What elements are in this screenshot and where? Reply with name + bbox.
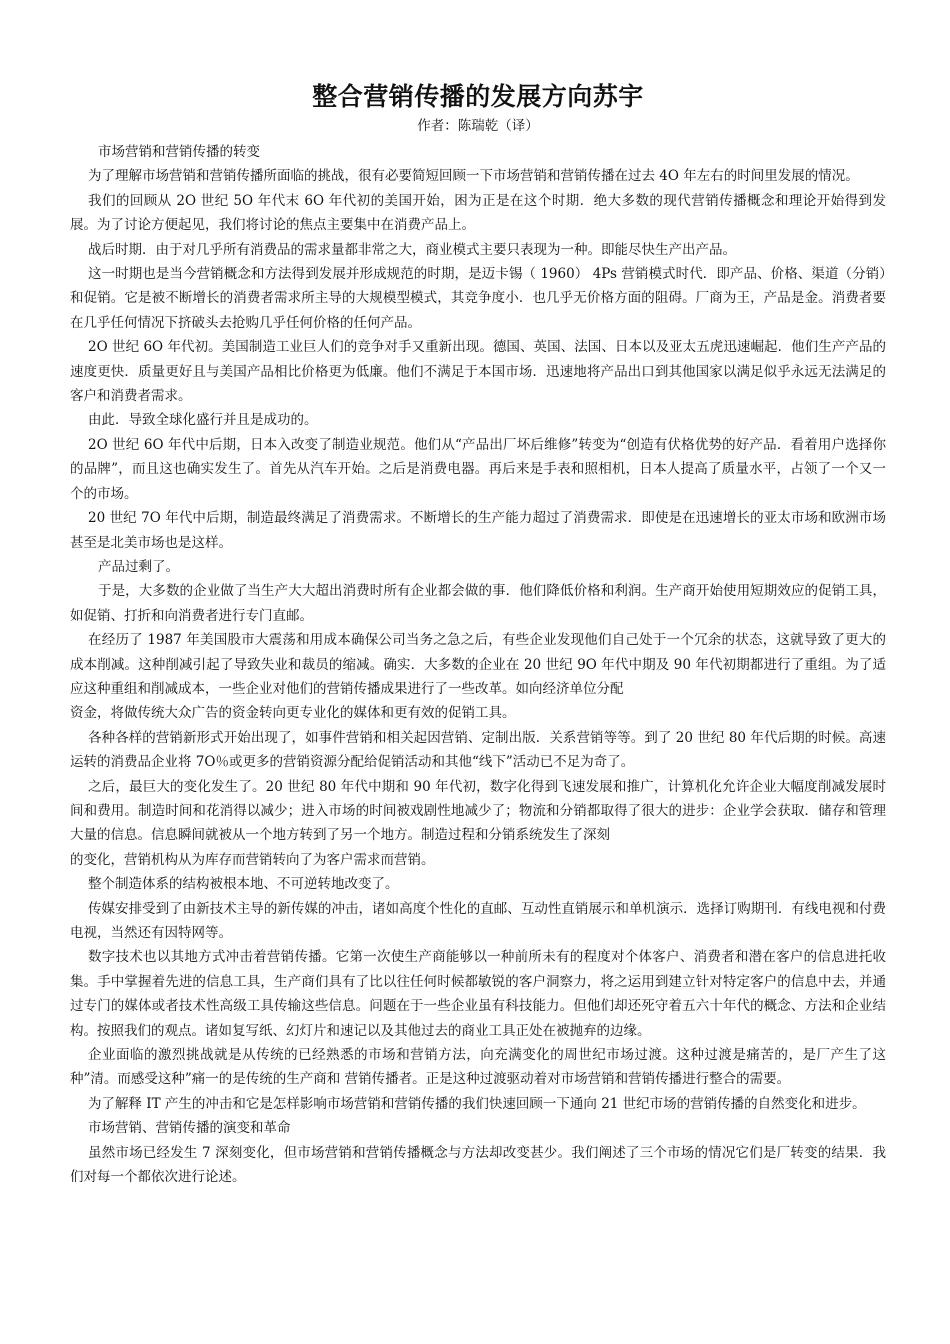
document-author: 作者：陈瑞乾（译）	[417, 118, 539, 134]
paragraph: 资金，将做传统大众广告的资金转向更专业化的媒体和更有效的促销工具。	[70, 705, 516, 722]
paragraph: 各种各样的营销新形式开始出现了，如事件营销和相关起因营销、定制出版．关系营销等等。到了 20 世纪 80 年代后期的时候。高速运转的消费品企业将 7O％或更多的营销资源分配给促销活动和其他“线下”活动已不足为奇了。	[70, 729, 886, 771]
paragraph: 我们的回顾从 2O 世纪 5O 年代末 6O 年代初的美国开始，困为正是在这个时期．绝大多数的现代营销传播概念和理论开始得到发展。为了讨论方便起见，我们将讨论的焦点主要集中在消费产品上。	[70, 192, 886, 234]
paragraph: 之后，最巨大的变化发生了。20 世纪 80 年代中期和 90 年代初，数字化得到飞速发展和推广，计算机化允许企业大幅度削减发展时间和费用。制造时间和花消得以减少；进入市场的时间被戏剧性地减少了；物流和分销都取得了很大的进步：企业学会获取．储存和管理大量的信息。信息瞬间就被从一个地方转到了另一个地方。制造过程和分销系统发生了深刻	[70, 778, 886, 844]
paragraph: 于是，大多数的企业做了当生产大大超出消费时所有企业都会做的事．他们降低价格和利润。生产商开始使用短期效应的促销工具，如促销、打折和向消费者进行专门直邮。	[70, 583, 886, 624]
section-heading: 市场营销、营销传播的演变和革命	[88, 1120, 291, 1137]
paragraph: 企业面临的激烈挑战就是从传统的已经熟悉的市场和营销方法，向充满变化的周世纪市场过渡。这种过渡是痛苦的，是厂产生了这种”清。而感受这种”痛一的是传统的生产商和 营销传播者。正是这种过渡驱动着对市场营销和营销传播进行整合的需要。	[70, 1047, 886, 1088]
paragraph: 在经历了 1987 年美国股市大震荡和用成本确保公司当务之急之后，有些企业发现他们自己处于一个冗余的状态，这就导致了更大的成本削减。这种削减引起了导致失业和裁员的缩减。确实．大多数的企业在 20 世纪 9O 年代中期及 90 年代初期都进行了重组。为了适应这种重组和削减成本，一些企业对他们的营销传播成果进行了一些改革。如向经济单位分配	[70, 632, 886, 697]
paragraph: 为了理解市场营销和营销传播所面临的挑战，很有必要简短回顾一下市场营销和营销传播在过去 4O 年左右的时间里发展的情况。	[88, 168, 859, 185]
paragraph: 产品过剩了。	[98, 558, 179, 575]
paragraph: 数字技术也以其地方式冲击着营销传播。它第一次使生产商能够以一种前所未有的程度对个体客户、消费者和潜在客户的信息进托收集。手中掌握着先进的信息工具，生产商们具有了比以往任何时候都敏锐的客户洞察力，将之运用到建立针对特定客户的信息中去，并通过专门的媒体或者技术性高级工具传输这些信息。问题在于一些企业虽有科技能力。但他们却还死守着五六十年代的概念、方法和企业结构。按照我们的观点。诸如复写纸、幻灯片和速记以及其他过去的商业工具正处在被抛弃的边缘。	[70, 949, 886, 1039]
paragraph: 这一时期也是当今营销概念和方法得到发展并形成规范的时期，是迈卡锡（ 1960） 4Ps 营销模式时代．即产品、价格、渠道（分销）和促销。它是被不断增长的消费者需求所主导的大规模型模式，其竞争度小．也几乎无价格方面的阻碍。厂商为王，产品是金。消费者要在几乎任何情况下挤破头去抢购几乎任何价格的任何产品。	[70, 266, 886, 331]
paragraph: 战后时期．由于对几乎所有消费品的需求量都非常之大，商业模式主要只表现为一种。即能尽快生产出产品。	[88, 241, 736, 258]
paragraph: 为了解释 IT 产生的冲击和它是怎样影响市场营销和营销传播的我们快速回顾一下通向 21 世纪市场的营销传播的自然变化和进步。	[88, 1095, 866, 1112]
paragraph: 传媒安排受到了由新技术主导的新传媒的冲击，诸如高度个性化的直邮、互动性直销展示和单机演示．选择订购期刊．有线电视和付费电视，当然还有因特网等。	[70, 900, 886, 941]
paragraph: 2O 世纪 6O 年代初。美国制造工业巨人们的竞争对手又重新出现。德国、英国、法国、日本以及亚太五虎迅速崛起．他们生产产品的速度更快．质量更好且与美国产品相比价格更为低廉。他们不满足于本国市场．迅速地将产品出口到其他国家以满足似乎永远无法满足的客户和消费者需求。	[70, 339, 886, 405]
paragraph: 2O 世纪 6O 年代中后期，日本入改变了制造业规范。他们从“产品出厂坏后维修”转变为“创造有伏格优势的好产品．看着用户选择你的品牌”，而且这也确实发生了。首先从汽车开始。之后是消费电器。再后来是手表和照相机，日本人提高了质量水平，占领了一个又一个的市场。	[70, 436, 886, 502]
document-body	[70, 140, 886, 1189]
paragraph: 虽然市场已经发生 7 深刻变化，但市场营销和营销传播概念与方法却改变甚少。我们阐述了三个市场的情况它们是厂转变的结果．我们对每一个都依次进行论述。	[70, 1144, 886, 1186]
paragraph: 20 世纪 7O 年代中后期，制造最终满足了消费需求。不断增长的生产能力超过了消费需求．即使是在迅速增长的亚太市场和欧洲市场甚至是北美市场也是这样。	[70, 510, 886, 551]
document-title: 整合营销传播的发展方向苏宇	[312, 82, 644, 111]
paragraph: 整个制造体系的结构被根本地、不可逆转地改变了。	[88, 876, 399, 893]
paragraph: 的变化，营销机构从为库存而营销转向了为客户需求而营销。	[70, 851, 435, 868]
section-heading: 市场营销和营销传播的转变	[98, 144, 260, 160]
paragraph: 由此．导致全球化盛行并且是成功的。	[88, 412, 318, 429]
